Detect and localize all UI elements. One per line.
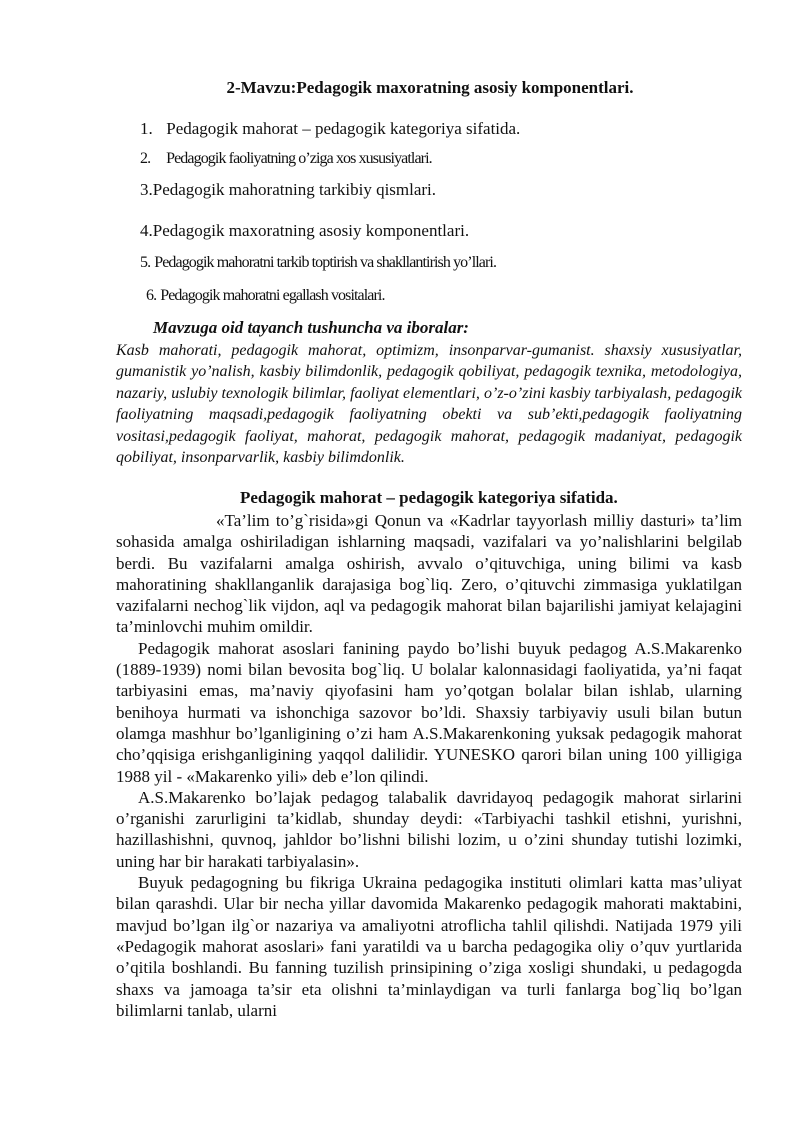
plan-item-4 bbox=[140, 221, 469, 241]
key-terms-heading: Mavzuga oid tayanch tushuncha va iboralar: bbox=[153, 318, 469, 337]
section-heading: Pedagogik mahorat – pedagogik kategoriya sifatida. bbox=[240, 488, 618, 507]
document-title: 2-Mavzu:Pedagogik maxoratning asosiy komponentlari. bbox=[226, 78, 634, 97]
plan-item-number: 6. bbox=[146, 287, 157, 304]
plan-item-2 bbox=[140, 150, 432, 168]
body-text bbox=[116, 510, 742, 1021]
body-paragraph: Buyuk pedagogning bu fikriga Ukraina pedagogika instituti olimlari katta mas’uliyat bilan qarashdi. Ular bir necha yillar davomida Makarenko pedagogik mahorati maktabini, mavjud bo’lgan ilg`or nazariya va amaliyotni atroflicha tahlil qilishdi. Natijada 1979 yili «Pedagogik mahorat asoslari» fani yaratildi va u barcha pedagogika oliy o’quv yurtlarida o’qitila boshlandi. Bu fanning tuzilish prinsipining o’ziga xosligi shundaki, u pedagogda shaxs va jamoaga ta’sir eta olishni ta’minlaydigan va turli fanlarga bog`liq bo’lgan bilimlarni tanlab, ularni bbox=[116, 873, 742, 1020]
plan-item-number: 4. bbox=[140, 221, 153, 240]
plan-item-1 bbox=[140, 119, 520, 139]
plan-item-text: Pedagogik faoliyatning o’ziga xos xususiyatlari. bbox=[166, 150, 432, 167]
plan-item-text: Pedagogik mahoratni tarkib toptirish va shakllantirish yo’llari. bbox=[154, 254, 497, 271]
body-paragraph: «Ta’lim to’g`risida»gi Qonun va «Kadrlar tayyorlash milliy dasturi» ta’lim sohasida amalga oshiriladigan ishlarning maqsadi, vazifalari va yo’nalishlarini belgilab berdi. Bu vazifalarni amalga oshirish, avvalo o’qituvchiga, uning bilimi va kasb mahoratining shakllanganlik darajasiga bog`liq. Zero, o’qituvchi zimmasiga yuklatilgan vazifalarni nechog`lik vijdon, aql va pedagogik mahorat bilan bajarilishi jamiyat kelajagini ta’minlovchi muhim omildir. bbox=[116, 511, 742, 637]
plan-item-number: 1. bbox=[140, 119, 153, 138]
plan-item-3 bbox=[140, 180, 436, 200]
plan-item-number: 5. bbox=[140, 254, 151, 271]
body-paragraph: Pedagogik mahorat asoslari fanining paydo bo’lishi buyuk pedagog A.S.Makarenko (1889-1939) nomi bilan bevosita bog`liq. U bolalar kalonnasidagi faoliyatida, ya’ni faqat tarbiyasini emas, ma’naviy qiyofasini ham yo’qotgan bolalar bilan ishlab, ularning benihoya hurmati va ishonchiga sazovor bo’ldi. Shaxsiy tarbiyaviy usuli bilan butun olamga mashhur bo’lganligining o’zi ham A.S.Makarenkoning yuksak pedagogik mahorat cho’qqisiga erishganligining yaqqol dalilidir. YUNESKO qarori bilan uning 100 yilligiga 1988 yil - «Makarenko yili» deb e’lon qilindi. bbox=[116, 638, 742, 786]
body-paragraph: A.S.Makarenko bo’lajak pedagog talabalik davridayoq pedagogik mahorat sirlarini o’rganishi zarurligini ta’kidlab, shunday deydi: «Tarbiyachi tashkil etishni, yurishni, hazillashishni, quvnoq, jahldor bo’lishni bilishi lozim, u o’zini shunday tutishi lozimki, uning har bir harakati tarbiyalasin». bbox=[116, 787, 742, 871]
plan-item-text: Pedagogik mahorat – pedagogik kategoriya sifatida. bbox=[166, 119, 521, 138]
plan-item-number: 3. bbox=[140, 180, 153, 199]
plan-item-text: Pedagogik mahoratni egallash vositalari. bbox=[160, 287, 385, 304]
plan-item-text: Pedagogik maxoratning asosiy komponentlari. bbox=[152, 221, 470, 240]
plan-item-number: 2. bbox=[140, 150, 151, 167]
key-terms-text: Kasb mahorati, pedagogik mahorat, optimizm, insonparvar-gumanist. shaxsiy xususiyatlar, gumanistik yo’nalish, kasbiy bilimdonlik, pedagogik qobiliyat, pedagogik texnika, metodologiya, nazariy, uslubiy texnologik bilimlar, faoliyat elementlari, o’z-o’zini kasbiy tarbiyalash, pedagogik faoliyatning maqsadi,pedagogik faoliyatning obekti va sub’ekti,pedagogik faoliyatning vositasi,pedagogik faoliyat, mahorat, pedagogik mahorat, pedagogik madaniyat, pedagogik qobiliyat, insonparvarlik, kasbiy bilimdonlik. bbox=[116, 342, 742, 467]
plan-item-6 bbox=[146, 287, 385, 305]
plan-item-text: Pedagogik mahoratning tarkibiy qismlari. bbox=[152, 180, 437, 199]
plan-item-5 bbox=[140, 254, 496, 272]
